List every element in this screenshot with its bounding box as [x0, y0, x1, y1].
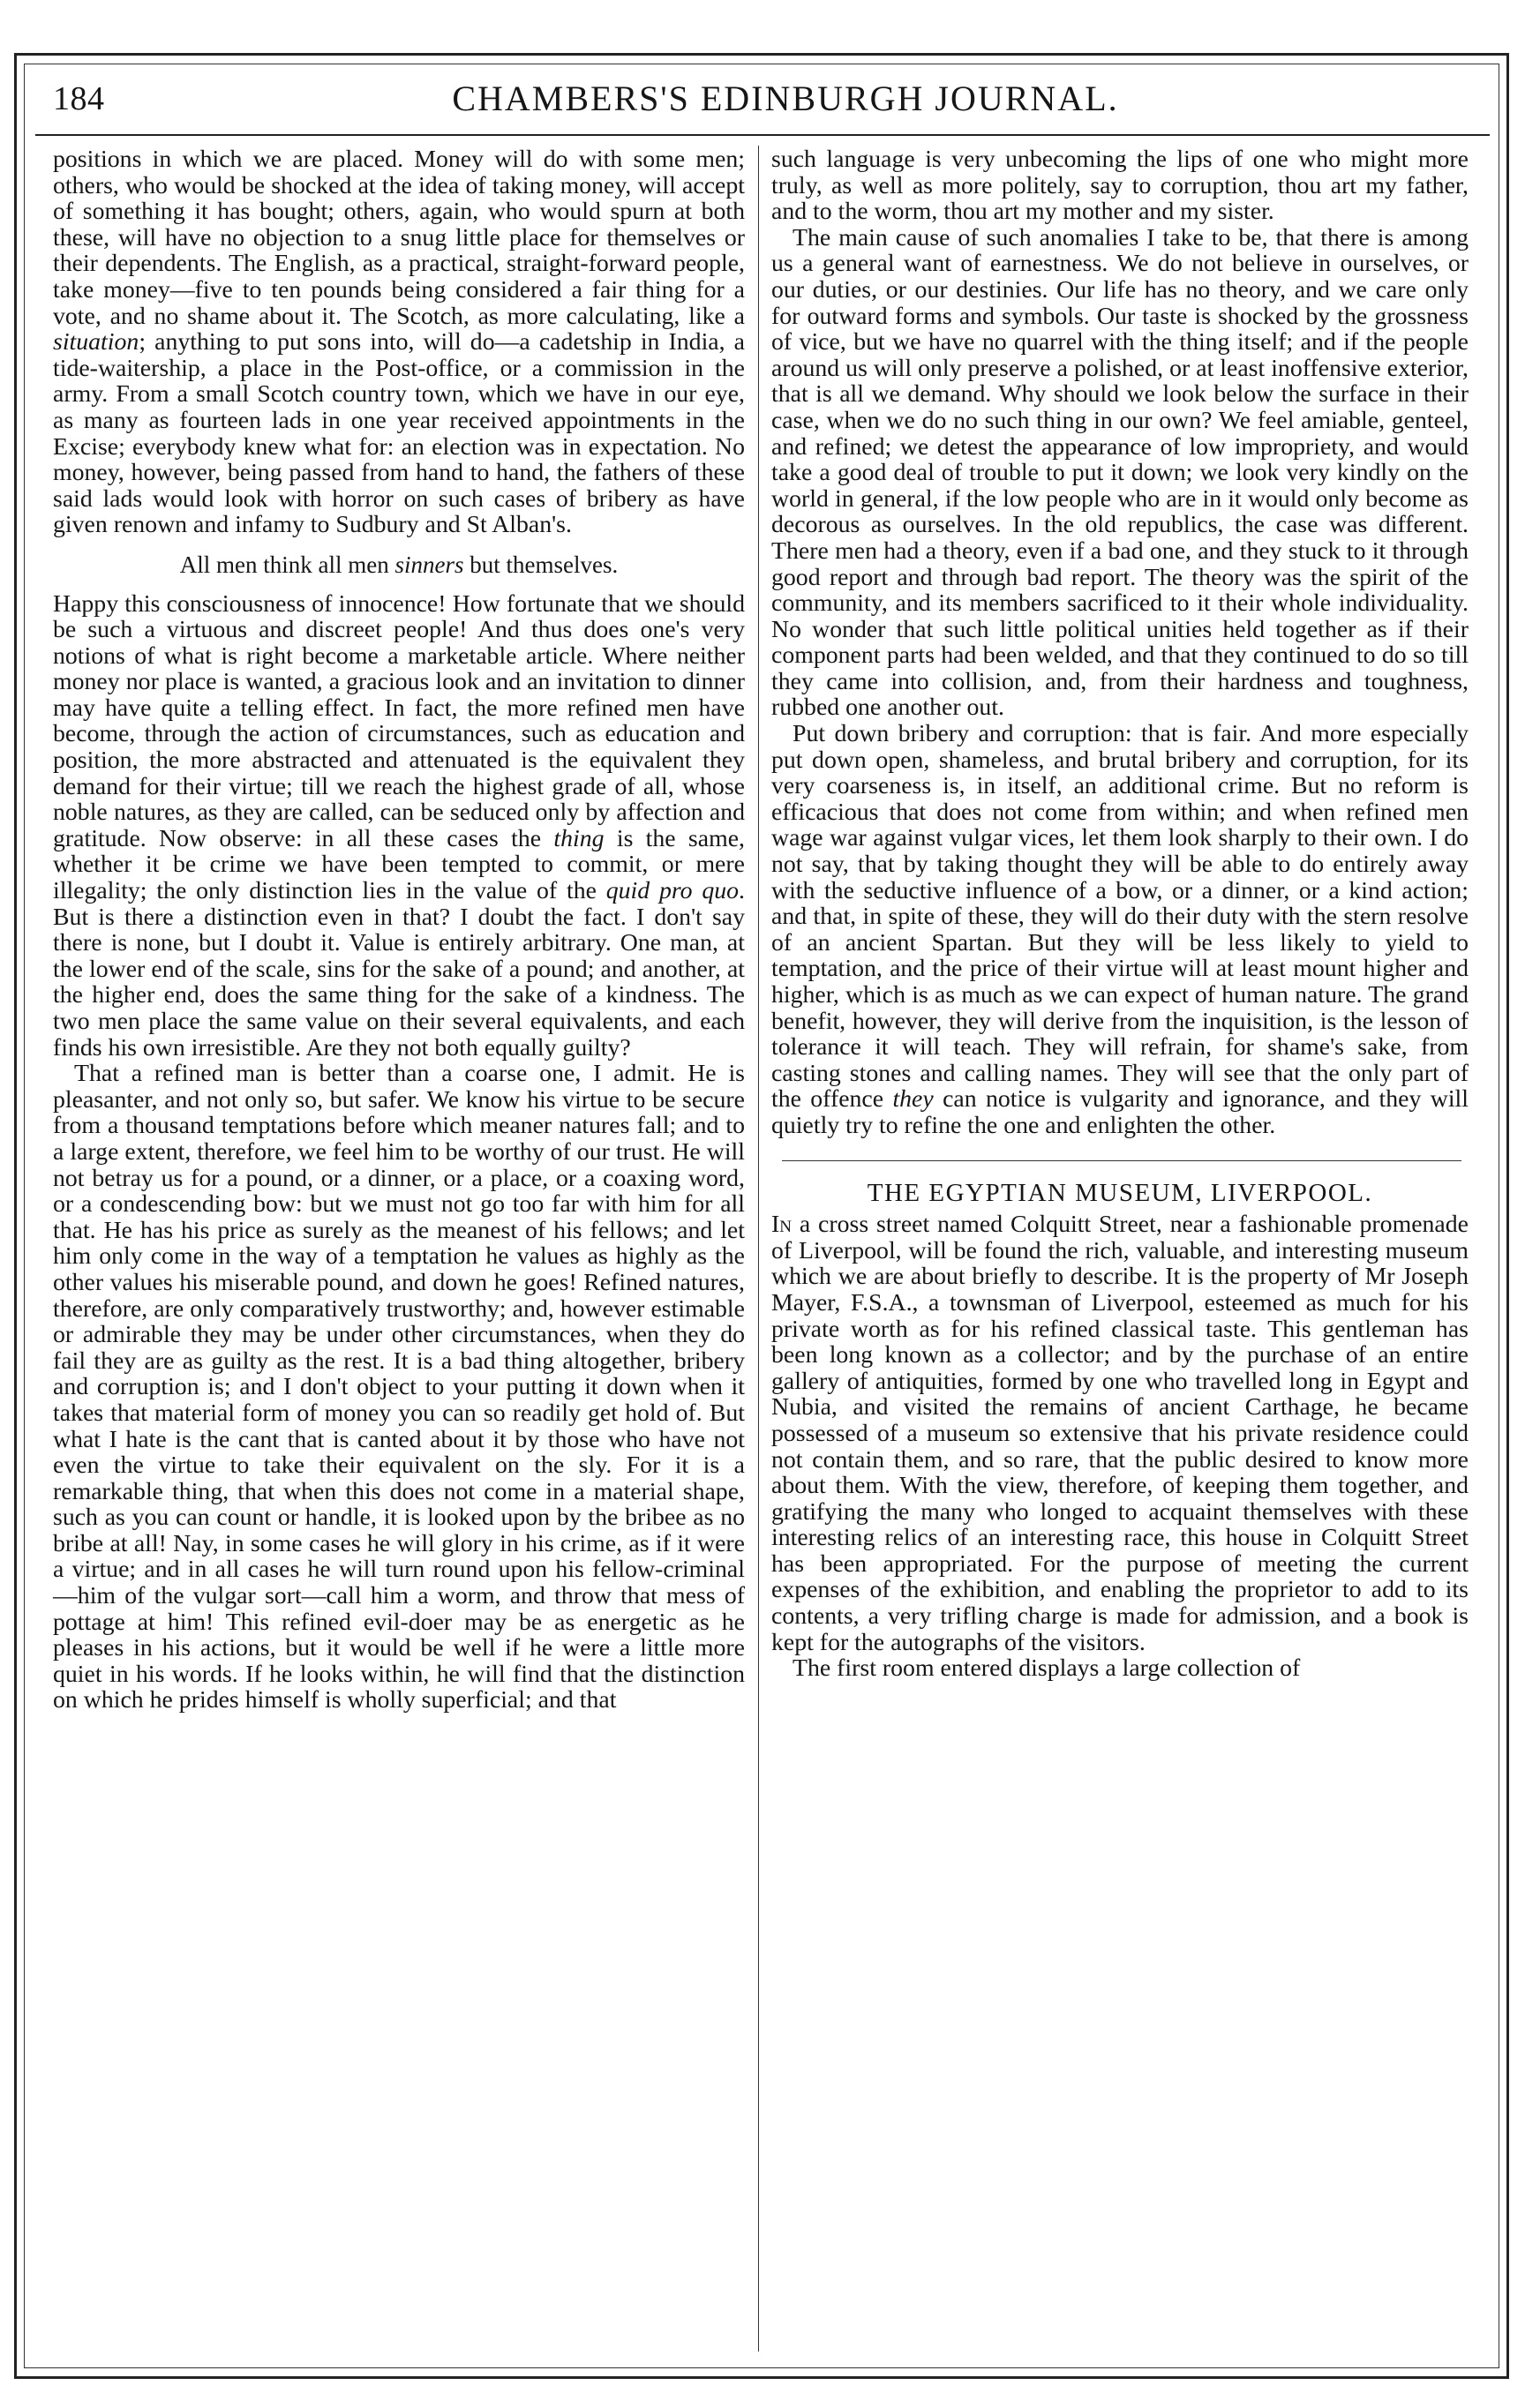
- emphasis: sinners: [394, 551, 464, 578]
- paragraph: The first room entered displays a large collection of: [793, 1654, 1301, 1683]
- emphasis: thing: [553, 824, 605, 852]
- paragraph: In a cross street named Colquitt Street, near a fashionable promenade of Liverpool, will be found the rich, valuable, and interesting museum which we are about briefly to describe. It is the property of Mr Joseph Mayer, F.S.A., a townsman of Liverpool, esteemed as much for his private worth as for his refined classical taste. This gentleman has been long known as a collector; and by the purchase of an entire gallery of antiquities, formed by one who travelled long in Egypt and Nubia, and visited the remains of ancient Carthage, he became possessed of a museum so extensive that his private residence could not contain them, and so rare, that the public desired to know more about them. With the view, therefore, of keeping them together, and gratifying the many who longed to acquaint themselves with these interesting relics of an interesting race, this house in Colquitt Street has been appropriated. For the purpose of meeting the current expenses of the exhibition, and enabling the proprietor to add to its contents, a very trifling charge is made for admission, and a book is kept for the autographs of the visitors.: [771, 1211, 1469, 1656]
- column-divider: [758, 146, 759, 2352]
- paragraph: The main cause of such anomalies I take to be, that there is among us a general want of earnestness. We do not believe in ourselves, or our duties, or our destinies. Our life has no theory, and we care only for outward forms and symbols. Our taste is shocked by the grossness of vice, but we have no quarrel with the thing itself; and if the people around us will only preserve a polished, or at least inoffensive exterior, that is all we demand. Why should we look below the surface in their case, when we do no such thing in our own? We feel amiable, genteel, and refined; we detest the appearance of low impropriety, and would take a good deal of trouble to put it down; we look very kindly on the world in general, if the low people who are in it would only become as decorous as ourselves. In the old republics, the case was different. There men had a theory, even if a bad one, and they stuck to it through good report and through bad report. The theory was the spirit of the community, and its members sacrificed to it their whole individuality. No wonder that such little political unities held together as if their component parts had been welded, and that they continued to do so till they came into collision, and, from their hardness and toughness, rubbed one another out.: [771, 223, 1469, 722]
- paragraph: That a refined man is better than a coarse one, I admit. He is pleasanter, and not only so, but safer. We know his virtue to be secure from a thousand temptations before which meaner natures fall; and to a large extent, therefore, we feel him to be worthy of our trust. He will not betray us for a pound, or a dinner, or a place, or a coaxing word, or a condescending bow: but we must not go too far with him for all that. He has his price as surely as the meanest of his fellows; and let him only come in the way of a temptation he values as highly as the other values his miserable pound, and down he goes! Refined natures, therefore, are only comparatively trustworthy; and, however estimable or admirable they may be under other circumstances, when they do fail they are as guilty as the rest. It is a bad thing altogether, bribery and corruption is; and I don't object to your putting it down when it takes that material form of money you can so readily get hold of. But what I hate is the cant that is canted about it by those who have not even the virtue to take their equivalent on the sly. For it is a remarkable thing, that when this does not come in a material shape, such as you can count or handle, it is looked upon by the bribee as no bribe at all! Nay, in some cases he will glory in his crime, as if it were a virtue; and in all cases he will turn round upon his fellow-criminal—him of the vulgar sort—call him a worm, and throw that mess of pottage at him! This refined evil-doer may be as energetic as he pleases in his actions, but it would be well if he were a little more quiet in his words. If he looks within, he will find that the distinction on which he prides himself is wholly superficial; and that: [53, 1060, 745, 1714]
- lead-word: In: [771, 1211, 792, 1239]
- emphasis: they: [892, 1085, 934, 1114]
- section-rule: [782, 1160, 1461, 1161]
- emphasis: quid pro quo: [605, 877, 740, 905]
- page-number: 184: [53, 80, 105, 117]
- paragraph: such language is very unbecoming the lips of one who might more truly, as well as more politely, say to corruption, thou art my father, and to the worm, thou art my mother and my sister.: [771, 146, 1469, 226]
- running-title: CHAMBERS'S EDINBURGH JOURNAL.: [452, 79, 1119, 118]
- paragraph: Happy this consciousness of innocence! How fortunate that we should be such a virtuous and discreet people! And thus does one's very notions of what is right become a marketable article. Where neither money nor place is wanted, a gracious look and an invitation to dinner may have quite a telling effect. In fact, the more refined men have become, through the action of circumstances, such as education and position, the more abstracted and attenuated is the equivalent they demand for their virtue; till we reach the highest grade of all, whose noble natures, as they are called, can be seduced only by affection and gratitude. Now observe: in all these cases the thing is the same, whether it be crime we have been tempted to commit, or mere illegality; the only distinction lies in the value of the quid pro quo. But is there a distinction even in that? I doubt the fact. I don't say there is none, but I doubt it. Value is entirely arbitrary. One man, at the lower end of the scale, sins for the sake of a pound; and another, at the higher end, does the same thing for the sake of a kindness. The two men place the same value on their several equivalents, and each finds his own irresistible. Are they not both equally guilty?: [53, 589, 745, 1061]
- right-column: [771, 146, 1469, 1682]
- section-title: THE EGYPTIAN MUSEUM, LIVERPOOL.: [867, 1178, 1373, 1207]
- header-rule: [35, 134, 1490, 136]
- paragraph: positions in which we are placed. Money will do with some men; others, who would be shocked at the idea of taking money, will accept of something it has bought; others, again, who would spurn at both these, will have no objection to a snug little place for themselves or their dependents. The English, as a practical, straight-forward people, take money—five to ten pounds being considered a fair thing for a vote, and no shame about it. The Scotch, as more calculating, like a situation; anything to put sons into, will do—a cadetship in India, a tide-waitership, a place in the Post-office, or a commission in the army. From a small Scotch country town, which we have in our eye, as many as fourteen lads in one year received appointments in the Excise; everybody knew what for: an election was in expectation. No money, however, being passed from hand to hand, the fathers of these said lads would look with horror on such cases of bribery as have given renown and infamy to Sudbury and St Alban's.: [53, 146, 745, 539]
- left-column: [53, 146, 745, 1714]
- paragraph: Put down bribery and corruption: that is fair. And more especially put down open, shameless, and brutal bribery and corruption, for its very coarseness is, in itself, an additional crime. But no reform is efficacious that does not come from within; and when refined men wage war against vulgar vices, let them look sharply to their own. I do not say, that by taking thought they will be able to do entirely away with the seductive influence of a bow, or a dinner, or a kind action; and that, in spite of these, they will do their duty with the stern resolve of an ancient Spartan. But they will be less likely to yield to temptation, and the price of their virtue will at least mount higher and higher, which is as much as we can expect of human nature. The grand benefit, however, they will derive from the inquisition, is the lesson of tolerance it will teach. They will refrain, for shame's sake, from casting stones and calling names. They will see that the only part of the offence they can notice is vulgarity and ignorance, and they will quietly try to refine the one and enlighten the other.: [771, 720, 1469, 1139]
- emphasis: situation: [53, 328, 139, 356]
- quotation: All men think all men sinners but themselves.: [179, 551, 619, 578]
